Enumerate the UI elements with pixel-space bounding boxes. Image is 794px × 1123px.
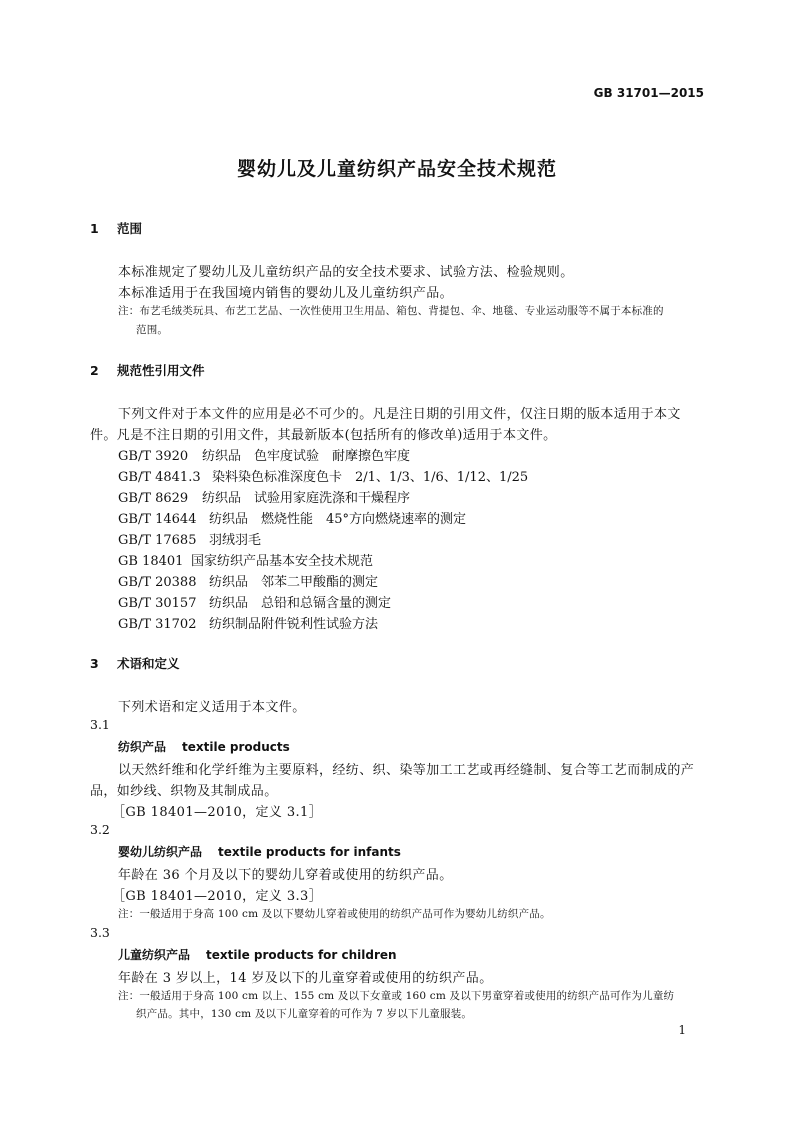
reference-item — [118, 571, 378, 590]
reference-title: 纺织品 色牢度试验 耐摩擦色牢度 — [202, 449, 411, 464]
reference-item — [118, 529, 261, 548]
term-source: ［GB 18401—2010，定义 3.3］ — [112, 889, 323, 904]
term-note-line-1: 注：一般适用于身高 100 cm 以上、155 cm 及以下女童或 160 cm 及以下男童穿着或使用的纺织产品可作为儿童纺 — [118, 990, 675, 1002]
reference-item — [118, 592, 391, 611]
reference-code: GB/T 17685 — [118, 533, 197, 548]
reference-title: 纺织制品附件锐利性试验方法 — [209, 617, 379, 632]
reference-title: 纺织品 燃烧性能 45°方向燃烧速率的测定 — [209, 512, 467, 527]
section-title: 术语和定义 — [117, 656, 180, 671]
reference-item — [118, 508, 466, 527]
reference-item — [118, 487, 410, 506]
term-definition-line-2: 品，如纱线、织物及其制成品。 — [90, 784, 278, 799]
term-chinese: 儿童纺织产品 — [118, 948, 191, 962]
reference-code: GB 18401 — [118, 554, 184, 569]
reference-code: GB/T 30157 — [118, 596, 197, 611]
term-heading — [118, 738, 290, 755]
term-note-line-2: 织产品。其中，130 cm 及以下儿童穿着的可作为 7 岁以下儿童服装。 — [136, 1008, 473, 1020]
reference-code: GB/T 4841.3 — [118, 470, 201, 485]
reference-title: 国家纺织产品基本安全技术规范 — [191, 554, 374, 569]
clause-number: 3.2 — [90, 822, 110, 837]
reference-item — [118, 613, 378, 632]
standard-number: GB 31701—2015 — [593, 86, 704, 100]
reference-code: GB/T 20388 — [118, 575, 197, 590]
reference-code: GB/T 3920 — [118, 449, 189, 464]
term-heading — [118, 946, 397, 963]
reference-title: 纺织品 试验用家庭洗涤和干燥程序 — [202, 491, 411, 506]
term-english: textile products for children — [206, 948, 397, 962]
reference-item — [118, 445, 410, 464]
reference-title: 纺织品 邻苯二甲酸酯的测定 — [209, 575, 379, 590]
section-number: 2 — [90, 363, 99, 378]
section-title: 范围 — [117, 221, 143, 236]
reference-item — [118, 550, 373, 569]
reference-title: 纺织品 总铅和总镉含量的测定 — [209, 596, 392, 611]
reference-title: 染料染色标准深度色卡 2/1、1/3、1/6、1/12、1/25 — [212, 470, 529, 485]
term-chinese: 纺织产品 — [118, 740, 167, 754]
scope-paragraph-2: 本标准适用于在我国境内销售的婴幼儿及儿童纺织产品。 — [118, 286, 454, 301]
document-title: 婴幼儿及儿童纺织产品安全技术规范 — [236, 158, 557, 180]
scope-note-line-1: 注：布艺毛绒类玩具、布艺工艺品、一次性使用卫生用品、箱包、背提包、伞、地毯、专业运动服等不属于本标准的 — [118, 305, 664, 317]
reference-item — [118, 466, 528, 485]
term-note: 注：一般适用于身高 100 cm 及以下婴幼儿穿着或使用的纺织产品可作为婴幼儿纺织产品。 — [118, 908, 551, 920]
reference-code: GB/T 8629 — [118, 491, 189, 506]
section-2-heading — [90, 361, 205, 379]
term-source: ［GB 18401—2010，定义 3.1］ — [112, 805, 323, 820]
term-english: textile products for infants — [218, 845, 401, 859]
section-title: 规范性引用文件 — [117, 363, 205, 378]
page-number: 1 — [678, 1023, 686, 1037]
section-3-heading — [90, 654, 180, 672]
scope-paragraph-1: 本标准规定了婴幼儿及儿童纺织产品的安全技术要求、试验方法、检验规则。 — [118, 265, 574, 280]
term-chinese: 婴幼儿纺织产品 — [118, 845, 203, 859]
reference-code: GB/T 14644 — [118, 512, 197, 527]
terms-intro: 下列术语和定义适用于本文件。 — [118, 700, 306, 715]
references-intro-line-1: 下列文件对于本文件的应用是必不可少的。凡是注日期的引用文件，仅注日期的版本适用于本文 — [118, 407, 681, 422]
term-definition: 年龄在 3 岁以上，14 岁及以下的儿童穿着或使用的纺织产品。 — [118, 971, 493, 986]
term-heading — [118, 843, 401, 860]
section-number: 3 — [90, 656, 99, 671]
references-intro-line-2: 件。凡是不注日期的引用文件，其最新版本(包括所有的修改单)适用于本文件。 — [90, 428, 557, 443]
term-definition: 年龄在 36 个月及以下的婴幼儿穿着或使用的纺织产品。 — [118, 868, 453, 883]
term-english: textile products — [182, 740, 290, 754]
reference-title: 羽绒羽毛 — [209, 533, 262, 548]
section-number: 1 — [90, 221, 99, 236]
clause-number: 3.1 — [90, 717, 110, 732]
scope-note-line-2: 范围。 — [136, 324, 169, 336]
section-1-heading — [90, 219, 142, 237]
term-definition-line-1: 以天然纤维和化学纤维为主要原料，经纺、织、染等加工工艺或再经缝制、复合等工艺而制成的产 — [118, 763, 695, 778]
clause-number: 3.3 — [90, 925, 110, 940]
reference-code: GB/T 31702 — [118, 617, 197, 632]
